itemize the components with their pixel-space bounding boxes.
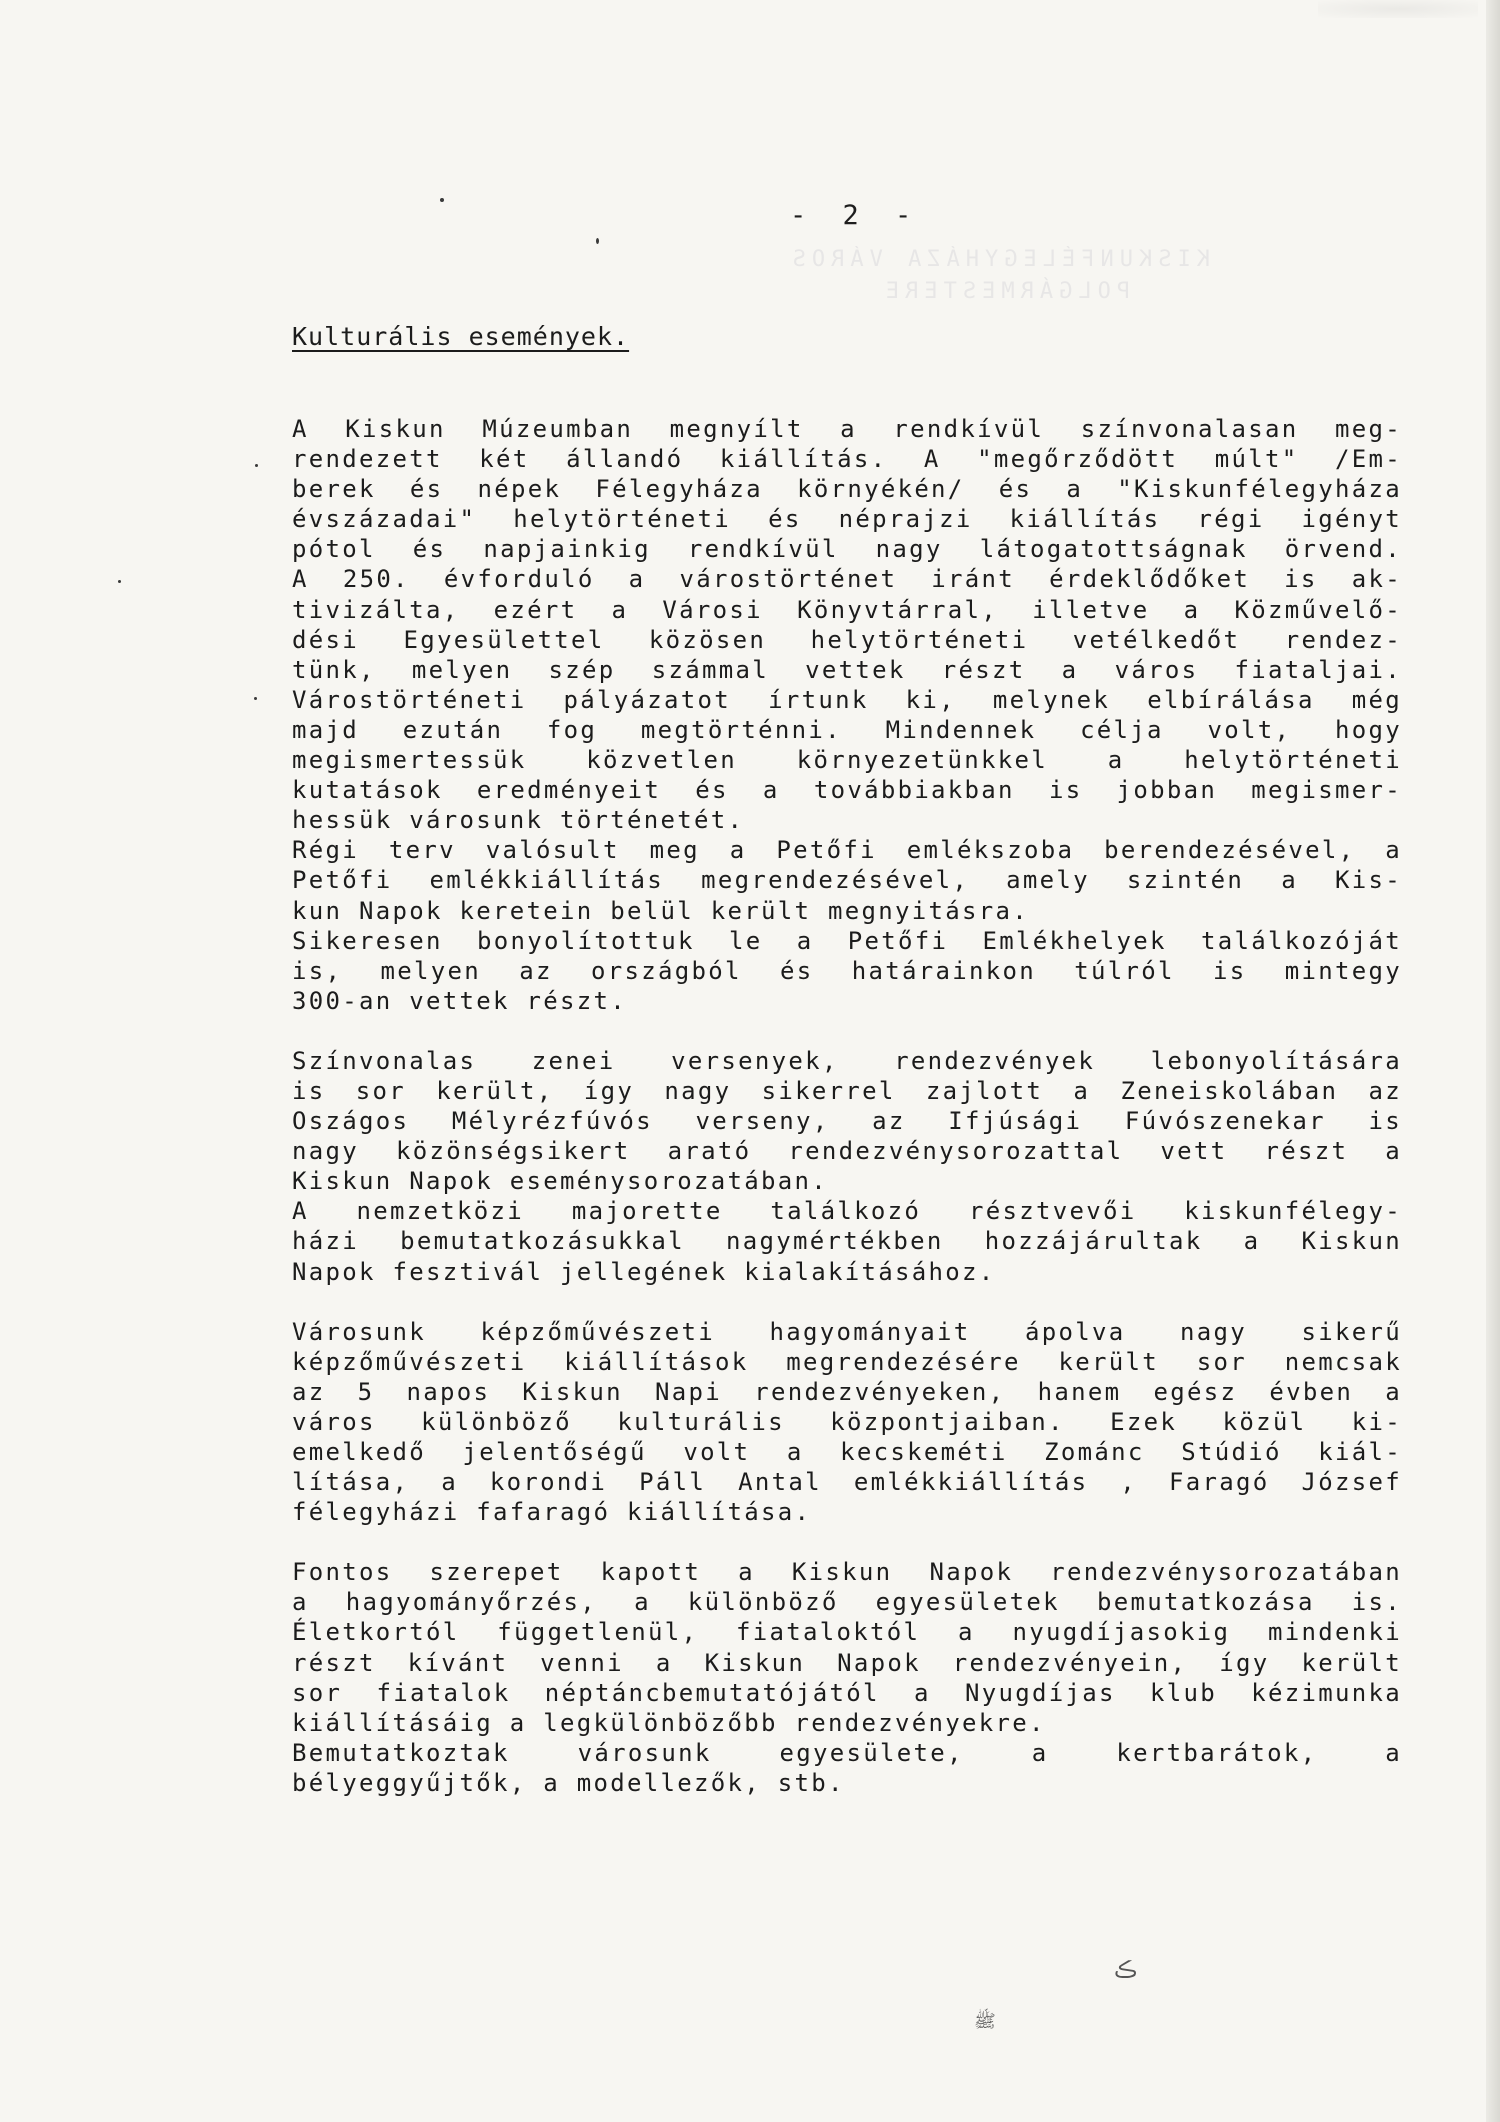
text-line: majd ezután fog megtörténni. Mindennek célja volt, hogy: [292, 715, 1402, 744]
text-line: Fontos szerepet kapott a Kiskun Napok rendezvénysorozatában: [292, 1558, 1402, 1587]
text-line: 300-an vettek részt.: [292, 986, 627, 1015]
text-line: A nemzetközi majorette találkozó résztvevői kiskunfélegy-: [292, 1197, 1402, 1226]
text-line: tünk, melyen szép számmal vettek részt a város fiataljai.: [292, 655, 1402, 684]
text-line: kutatások eredményeit és a továbbiakban is jobban megismer-: [292, 776, 1402, 805]
text-line: hessük városunk történetét.: [292, 806, 745, 835]
paragraph-traditions: [292, 1557, 1402, 1798]
text-line: képzőművészeti kiállítások megrendezésére került sor nemcsak: [292, 1347, 1402, 1376]
ink-speck: [118, 580, 121, 583]
text-line: emelkedő jelentőségű volt a kecskeméti Zománc Stúdió kiál-: [292, 1438, 1402, 1466]
paper-stain: [1318, 0, 1478, 18]
text-line: Bemutatkoztak városunk egyesülete, a kertbarátok, a: [292, 1738, 1402, 1767]
text-line: Városunk képzőművészeti hagyományait ápolva nagy sikerű: [292, 1317, 1402, 1346]
ink-speck: [255, 464, 258, 467]
page-number: - 2 -: [790, 200, 922, 231]
document-body: [292, 414, 1402, 1828]
text-line: lítása, a korondi Páll Antal emlékkiállítás , Faragó József: [292, 1468, 1402, 1497]
stamp-line: KISKUNFÉLEGYHÁZA VÁROS: [786, 247, 1210, 272]
stamp-line: POLGÁRMESTERE: [879, 279, 1131, 304]
text-line: házi bemutatkozásukkal nagymértékben hozzájárultak a Kiskun: [292, 1227, 1402, 1256]
section-heading: Kulturális események.: [292, 322, 630, 351]
paper-edge: [1486, 0, 1500, 2122]
text-line: tivizálta, ezért a Városi Könyvtárral, illetve a Közművelő-: [292, 595, 1402, 624]
text-line: az 5 napos Kiskun Napi rendezvényeken, hanem egész évben a: [292, 1377, 1402, 1406]
text-line: rendezett két állandó kiállítás. A "megőrződött múlt" /Em-: [292, 445, 1402, 474]
text-line: város különböző kulturális központjaiban. Ezek közül ki-: [292, 1407, 1402, 1436]
paragraph-museum: [292, 414, 1402, 1016]
text-line: berek és népek Félegyháza környékén/ és a "Kiskunfélegyháza: [292, 475, 1402, 504]
text-line: Várostörténeti pályázatot írtunk ki, melynek elbírálása még: [292, 685, 1402, 714]
text-line: kun Napok keretein belül került megnyitásra.: [292, 896, 1029, 925]
text-line: dési Egyesülettel közösen helytörténeti vetélkedőt rendez-: [292, 625, 1402, 654]
ink-speck: [440, 198, 444, 202]
ink-speck: [254, 697, 257, 700]
text-line: kiállításáig a legkülönbözőbb rendezvényekre.: [292, 1708, 1046, 1737]
text-line: is sor került, így nagy sikerrel zajlott a Zeneiskolában az: [292, 1076, 1402, 1105]
pencil-mark: ڪ: [1114, 1958, 1138, 1983]
pencil-mark: ﷺ: [974, 2011, 996, 2032]
text-line: sor fiatalok néptáncbemutatójától a Nyugdíjas klub kézimunka: [292, 1678, 1402, 1707]
text-line: is, melyen az országból és határainkon túlról is mintegy: [292, 956, 1402, 985]
paragraph-fine-arts: [292, 1317, 1402, 1528]
text-line: megismertessük közvetlen környezetünkkel a helytörténeti: [292, 746, 1402, 775]
ink-speck: [596, 238, 599, 244]
text-line: Kiskun Napok eseménysorozatában.: [292, 1167, 828, 1196]
text-line: nagy közönségsikert arató rendezvénysorozattal vett részt a: [292, 1137, 1402, 1166]
text-line: Oszágos Mélyrézfúvós verseny, az Ifjúsági Fúvószenekar is: [292, 1107, 1402, 1136]
text-line: a hagyományőrzés, a különböző egyesületek bemutatkozása is.: [292, 1588, 1402, 1617]
text-line: félegyházi fafaragó kiállítása.: [292, 1498, 812, 1527]
text-line: bélyeggyűjtők, a modellezők, stb.: [292, 1768, 845, 1797]
text-line: évszázadai" helytörténeti és néprajzi kiállítás régi igényt: [292, 505, 1402, 534]
text-line: részt kívánt venni a Kiskun Napok rendezvényein, így került: [292, 1648, 1402, 1677]
text-line: Régi terv valósult meg a Petőfi emlékszoba berendezésével, a: [292, 836, 1402, 865]
text-line: Napok fesztivál jellegének kialakításához.: [292, 1257, 996, 1286]
text-line: Sikeresen bonyolítottuk le a Petőfi Emlékhelyek találkozóját: [292, 926, 1402, 955]
text-line: A 250. évforduló a várostörténet iránt érdeklődőket is ak-: [292, 565, 1402, 594]
text-line: A Kiskun Múzeumban megnyílt a rendkívül színvonalasan meg-: [292, 415, 1402, 443]
text-line: Petőfi emlékkiállítás megrendezésével, amely szintén a Kis-: [292, 866, 1402, 895]
text-line: Színvonalas zenei versenyek, rendezvények lebonyolítására: [292, 1046, 1402, 1075]
bleed-through-stamp: [786, 244, 1210, 308]
text-line: pótol és napjainkig rendkívül nagy látogatottságnak örvend.: [292, 535, 1402, 564]
paragraph-music: [292, 1046, 1402, 1287]
text-line: Életkortól függetlenül, fiataloktól a nyugdíjasokig mindenki: [292, 1618, 1402, 1647]
